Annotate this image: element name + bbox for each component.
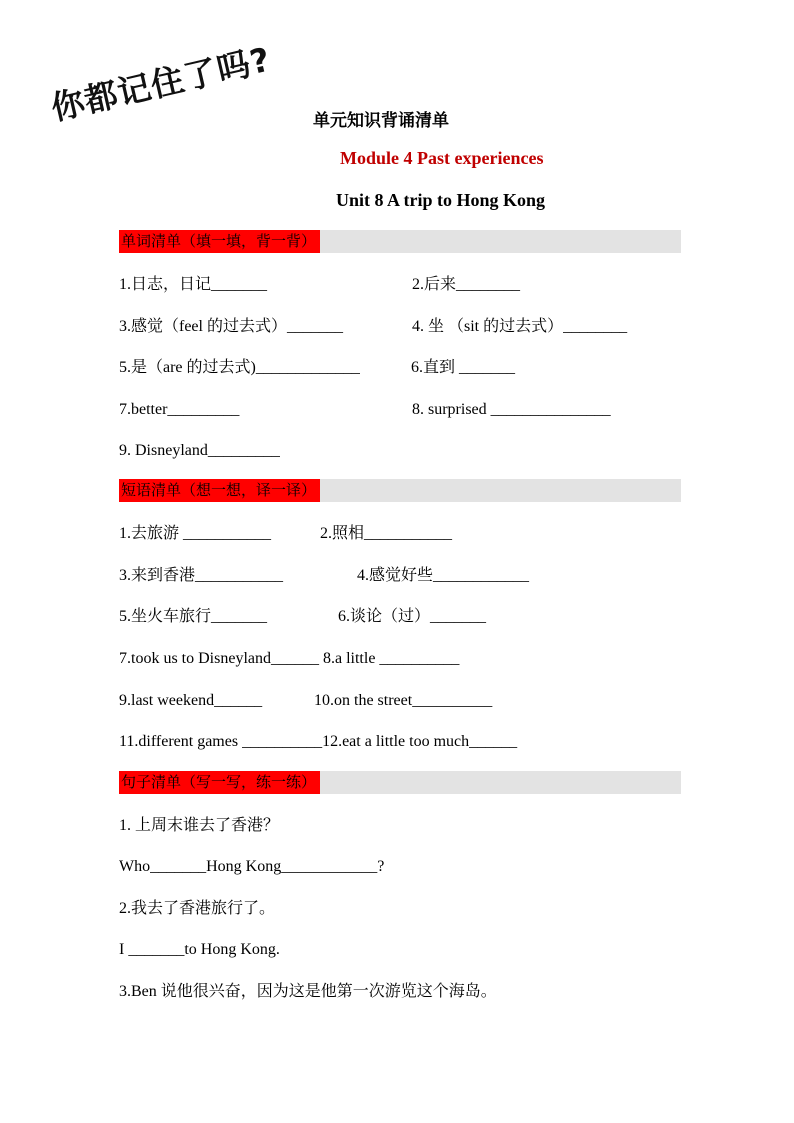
section-bar-sentences	[119, 771, 681, 794]
stamp-text: 你都记住了吗?	[47, 39, 275, 128]
sentence-item: 3.Ben 说他很兴奋，因为这是他第一次游览这个海岛。	[119, 983, 497, 1000]
phrase-item: 5.坐火车旅行_______	[119, 608, 268, 625]
phrase-item: 2.照相___________	[320, 525, 453, 542]
phrase-item: 6.谈论（过）_______	[338, 608, 487, 625]
unit-title: Unit 8 A trip to Hong Kong	[336, 190, 546, 210]
word-item: 8. surprised _______________	[412, 401, 611, 418]
section-bar-words	[119, 230, 681, 253]
word-item: 9. Disneyland_________	[119, 442, 280, 459]
section-title-phrases: 短语清单（想一想，译一译）	[119, 479, 320, 502]
phrase-item: 10.on the street__________	[314, 692, 493, 709]
word-item: 6.直到 _______	[411, 359, 516, 376]
word-item: 4. 坐 （sit 的过去式）________	[412, 318, 628, 335]
phrase-item: 3.来到香港___________	[119, 567, 284, 584]
word-item: 3.感觉（feel 的过去式）_______	[119, 318, 343, 335]
section-bar-phrases	[119, 479, 681, 502]
sentence-item: I _______to Hong Kong.	[119, 941, 280, 958]
word-item: 1.日志，日记_______	[119, 276, 268, 293]
phrase-item: 9.last weekend______	[119, 692, 263, 709]
phrase-item: 4.感觉好些____________	[357, 567, 530, 584]
sentence-item: 1. 上周末谁去了香港？	[119, 817, 280, 834]
page-title: 单元知识背诵清单	[313, 111, 449, 131]
phrase-item: 7.took us to Disneyland______ 8.a little __________	[119, 650, 460, 667]
word-item: 7.better_________	[119, 401, 240, 418]
sentence-item: 2.我去了香港旅行了。	[119, 900, 276, 917]
module-title: Module 4 Past experiences	[340, 148, 544, 168]
phrase-item: 11.different games __________12.eat a little too much______	[119, 733, 518, 750]
phrase-item: 1.去旅游 ___________	[119, 525, 272, 542]
section-title-sentences: 句子清单（写一写，练一练）	[119, 771, 320, 794]
word-item: 5.是（are 的过去式)_____________	[119, 359, 360, 376]
sentence-item: Who_______Hong Kong____________?	[119, 858, 385, 875]
word-item: 2.后来________	[412, 276, 521, 293]
section-title-words: 单词清单（填一填，背一背）	[119, 230, 320, 253]
